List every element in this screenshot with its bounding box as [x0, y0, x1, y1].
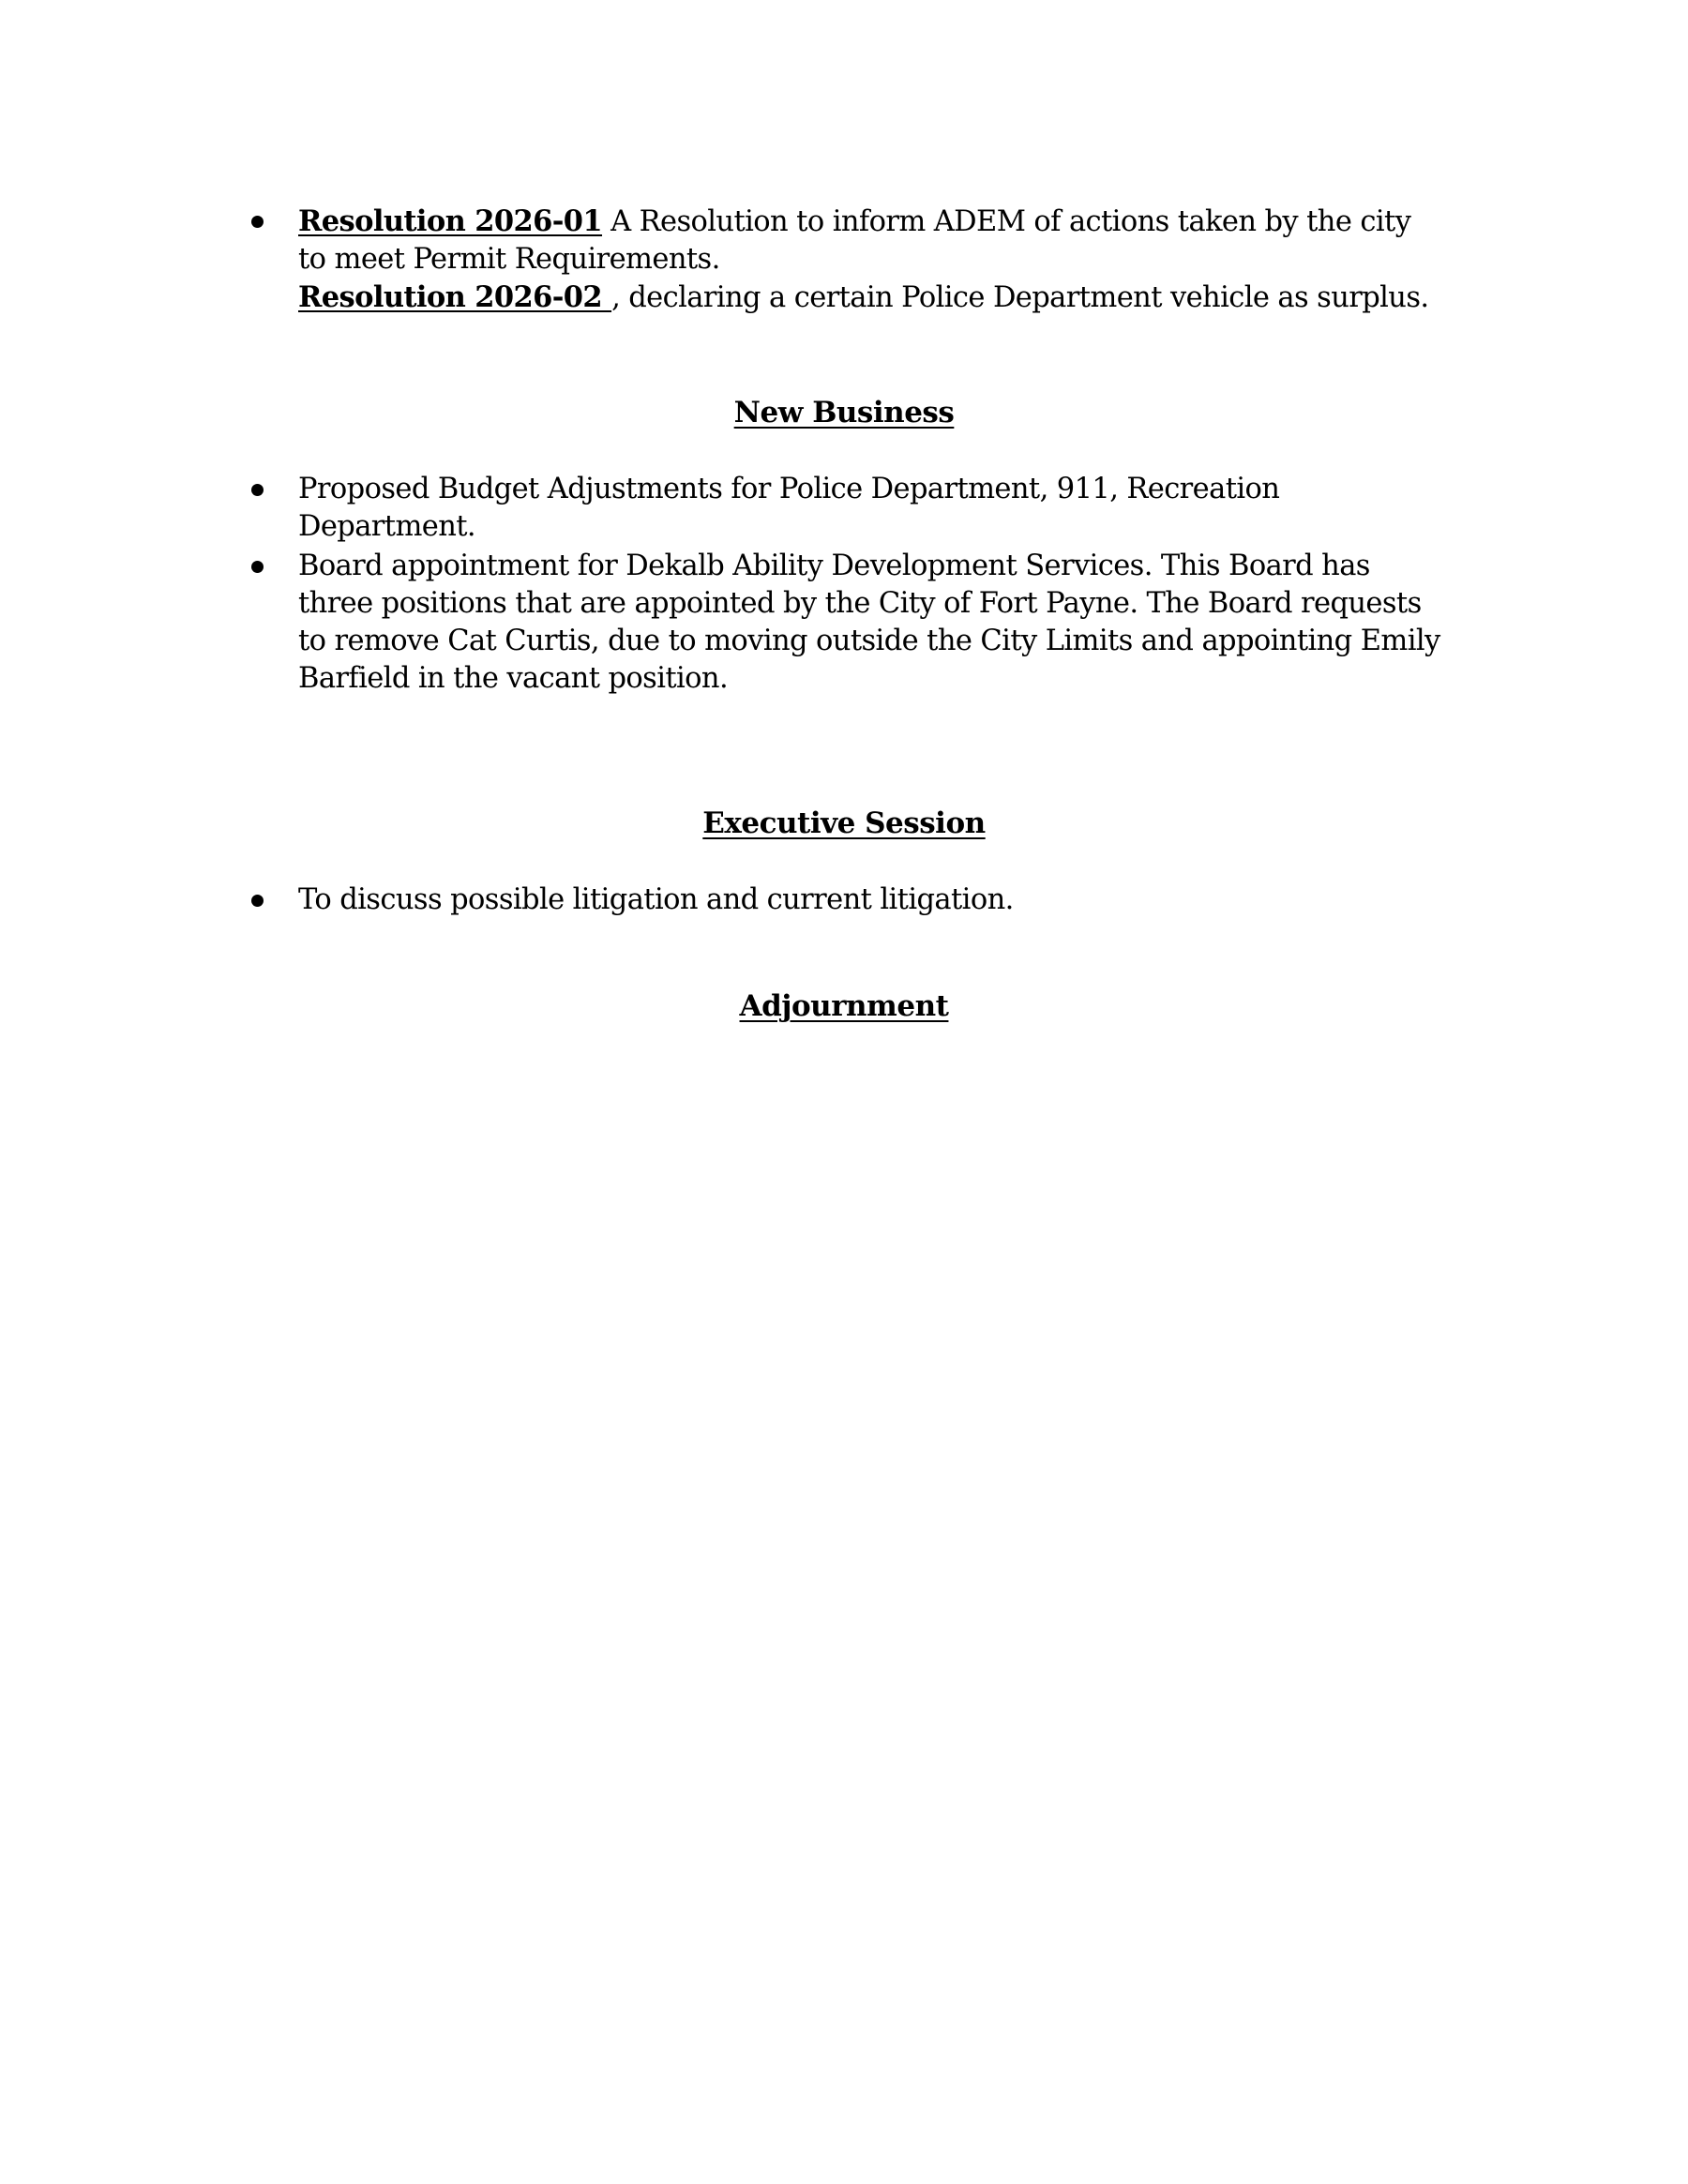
bullet-icon	[251, 203, 264, 240]
resolution-1-label: Resolution 2026-01	[298, 204, 603, 238]
item-line: three positions that are appointed by the City of Fort Payne. The Board requests	[298, 587, 1422, 620]
executive-session-heading-text: Executive Session	[702, 806, 986, 840]
resolution-2-text: , declaring a certain Police Department vehicle as surplus.	[611, 281, 1429, 314]
resolutions-list-item	[298, 203, 1508, 317]
adjournment-heading-text: Adjournment	[739, 989, 949, 1023]
resolution-1-line	[298, 203, 1508, 241]
new-business-heading	[0, 396, 1688, 429]
executive-session-heading	[0, 806, 1688, 840]
new-business-item-1	[298, 471, 1508, 546]
bullet-icon	[251, 471, 264, 508]
bullet-icon	[251, 548, 264, 585]
item-line: Board appointment for Dekalb Ability Development Services. This Board has	[298, 550, 1370, 582]
adjournment-heading	[0, 989, 1688, 1023]
item-line: Proposed Budget Adjustments for Police Department, 911, Recreation	[298, 473, 1280, 505]
executive-session-item-1	[298, 881, 1508, 919]
resolution-2-line	[298, 279, 1508, 317]
new-business-item-2	[298, 548, 1508, 698]
resolution-1-text: A Resolution to inform ADEM of actions taken by the city	[602, 205, 1411, 238]
new-business-heading-text: New Business	[733, 396, 955, 429]
resolution-1-text-cont: to meet Permit Requirements.	[298, 243, 720, 276]
resolution-2-label: Resolution 2026-02	[298, 280, 612, 314]
item-line: to remove Cat Curtis, due to moving outside the City Limits and appointing Emily	[298, 625, 1440, 657]
item-line: Department.	[298, 510, 476, 543]
item-line: To discuss possible litigation and current litigation.	[298, 883, 1014, 916]
item-line: Barfield in the vacant position.	[298, 662, 729, 695]
bullet-icon	[251, 881, 264, 919]
